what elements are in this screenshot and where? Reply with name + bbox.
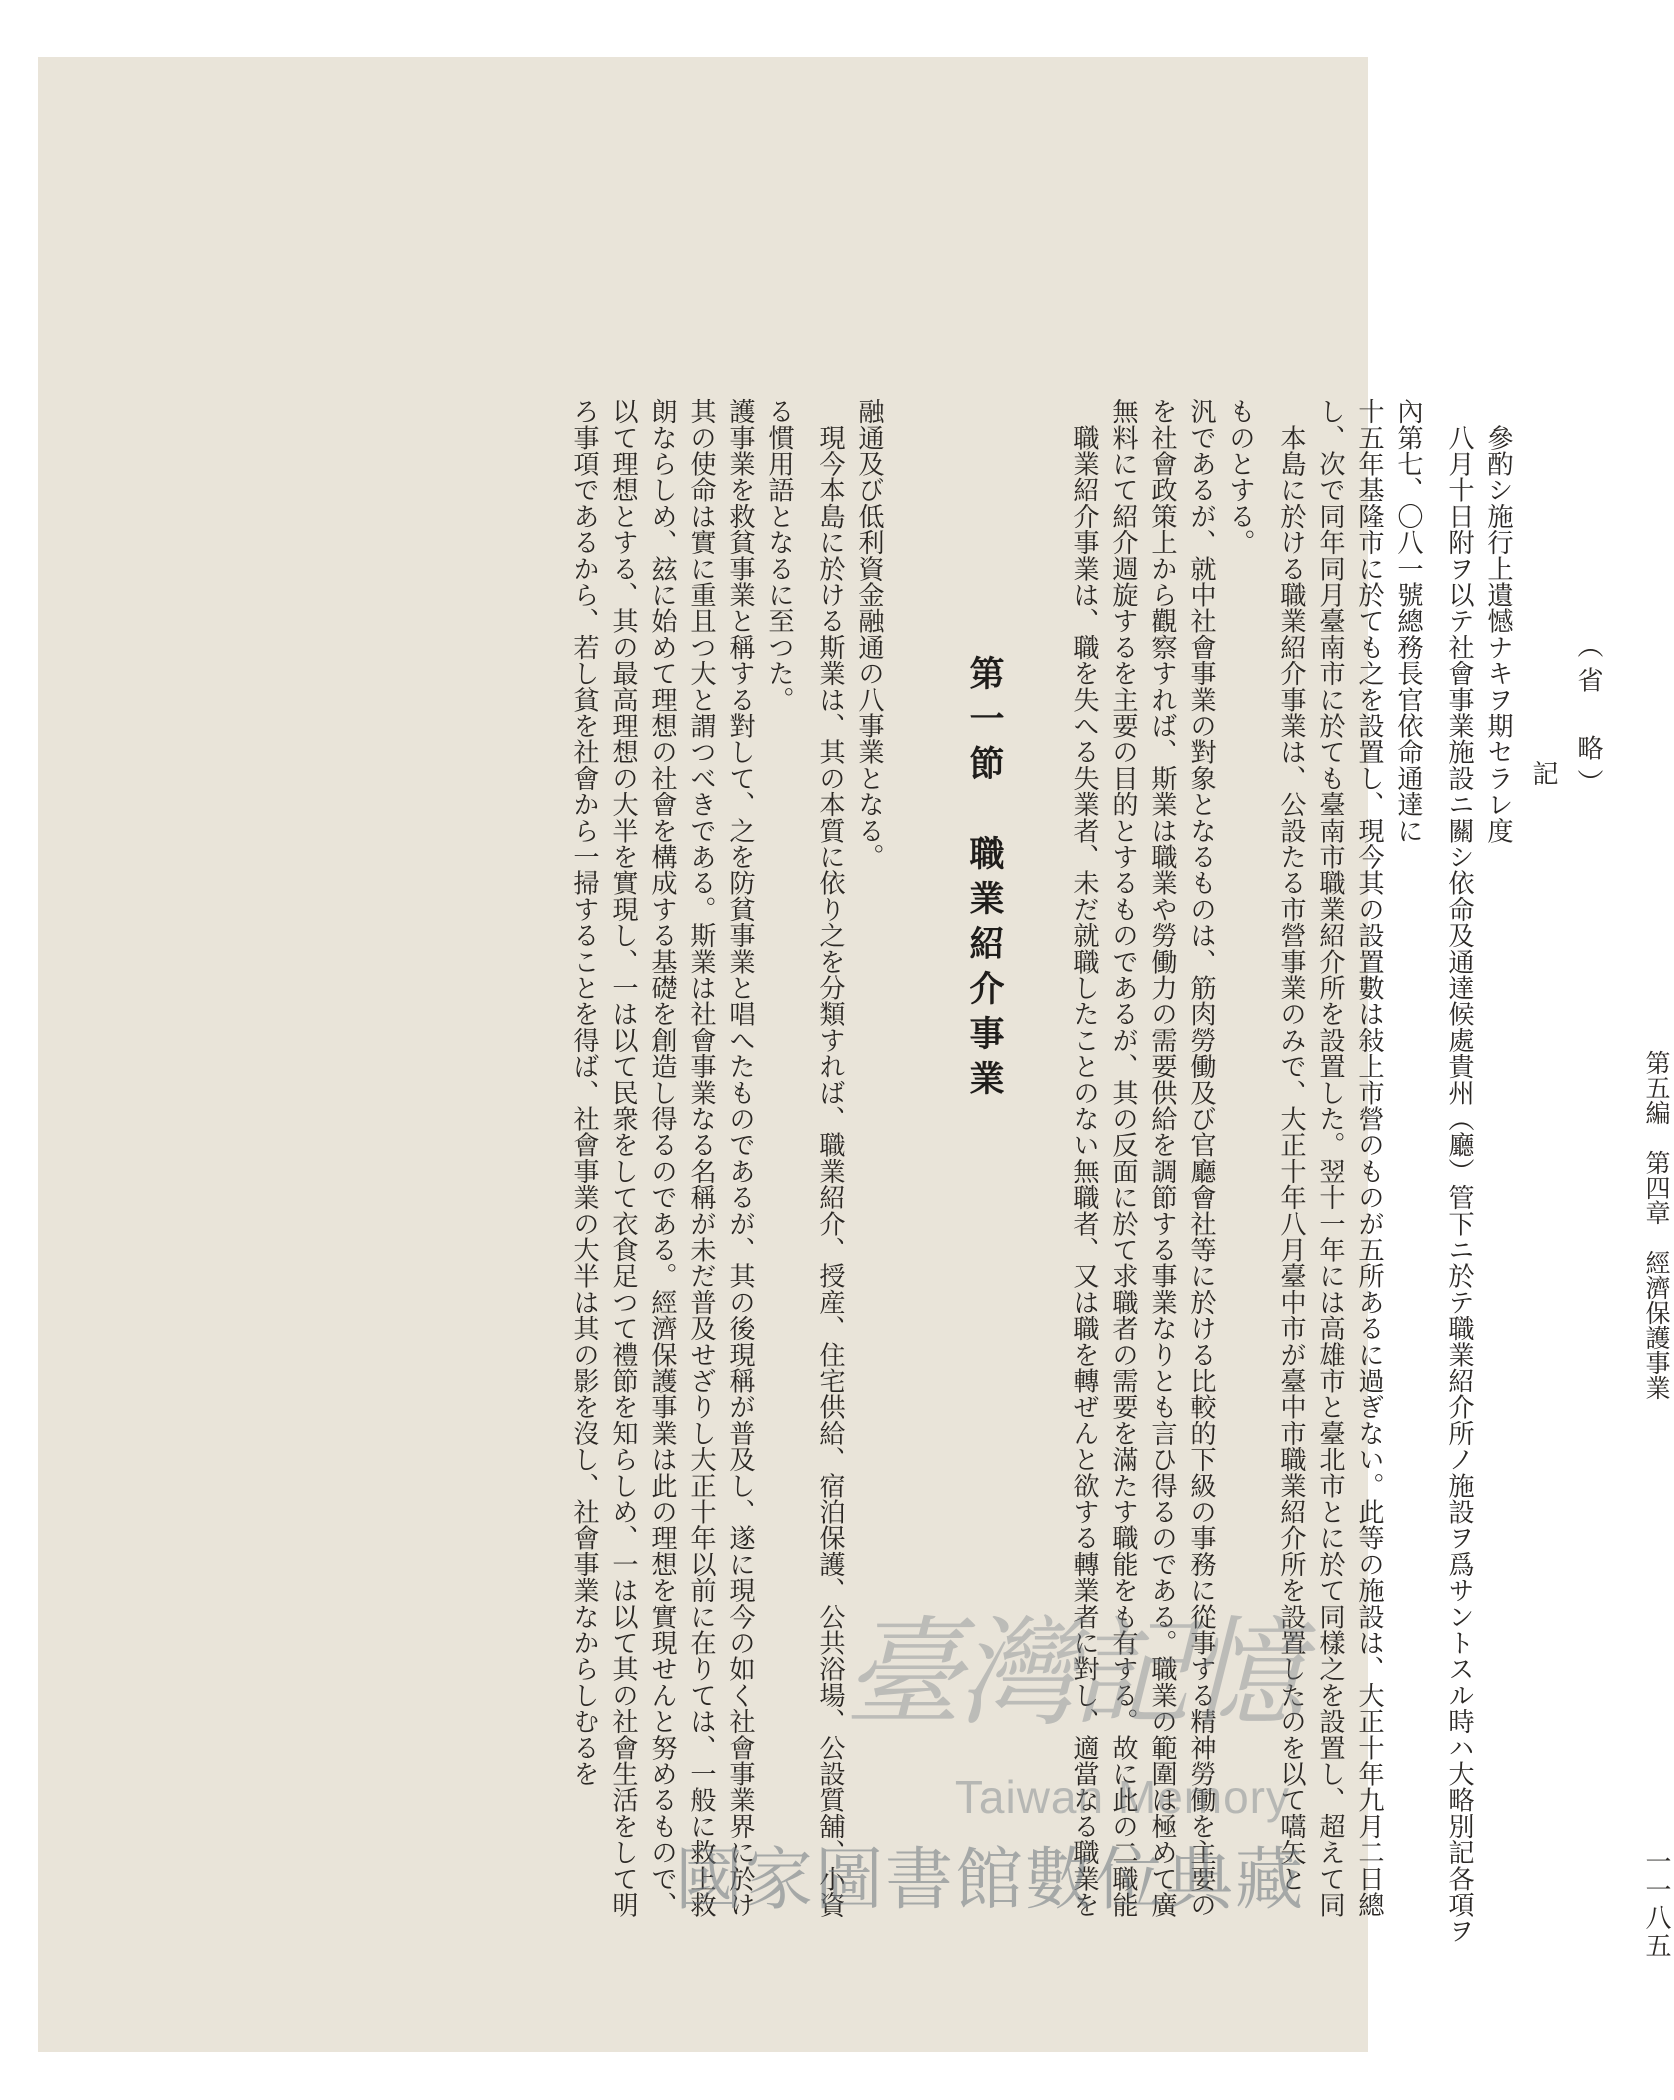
text-column: 護事業を救貧事業と稱する對して、之を防貧事業と唱へたものであるが、其の後現稱が普及し、遂に現今の如く社會事業界に於け [725,398,755,1918]
text-column: し、次で同年同月臺南市に於ても臺南市職業紹介所を設置した。翌十一年には高雄市と臺北市とに於て同樣之を設置し、超えて同 [1315,398,1345,1918]
text-column: る慣用語となるに至つた。 [764,398,794,713]
text-column: 內第七、〇八一號總務長官依命通達に [1393,398,1423,844]
page-number: 一一八五 [1641,1848,1671,1960]
watermark-english: Taiwan Memory [954,1771,1290,1823]
text-column: 無料にて紹介週旋するを主要の目的とするものであるが、其の反面に於て求職者の需要を滿たす職能をも有する。故に此の二職能 [1108,398,1138,1918]
watermark-chinese: 國家圖書館數位典藏 [674,1841,1305,1920]
text-column: ろ事項であるから、若し貧を社會から一掃することを得ば、社會事業の大半は其の影を沒し、社會事業なからしむるを [569,398,599,1787]
text-column: 以て理想とする、其の最高理想の大半を實現し、一は以て民衆をして衣食足つて禮節を知らしめ、一は以て其の社會生活をして明 [608,398,638,1918]
text-column: 朗ならしめ、玆に始めて理想の社會を構成する基礎を創造し得るのである。經濟保護事業は此の理想を實現せんと努めるもので、 [647,398,677,1918]
ki-label: 記 [1528,760,1558,787]
text-column: 其の使命は實に重且つ大と謂つべきである。斯業は社會事業なる名稱が未だ普及せざりし大正十年以前に在りては、一般に救上救 [686,398,716,1918]
omitted-note: （省 略） [1573,632,1603,803]
watermark-calligraphy: 臺灣記憶 [843,1604,1300,1742]
text-column: ものとする。 [1225,398,1255,556]
text-column: 融通及び低利資金融通の八事業となる。 [854,398,884,870]
text-column: 職業紹介事業は、職を失へる失業者、未だ就職したことのない無職者、又は職を轉ぜんと欲する轉業者に對し、適當なる職業を [1069,398,1099,1918]
section-title: 第一節 職業紹介事業 [964,655,1005,1105]
text-column: 十五年基隆市に於ても之を設置し、現今其の設置數は敍上市營のものが五所あるに過ぎない。此等の施設は、大正十年九月二日總 [1354,398,1384,1918]
text-column: 八月十日附ヲ以テ社會事業施設ニ關シ依命及通達候處貴州（廳）管下ニ於テ職業紹介所ノ施設ヲ爲サントスル時ハ大略別記各項ヲ [1444,398,1474,1944]
text-column: 汎であるが、就中社會事業の對象となるものは、筋肉勞働及び官廳會社等に於ける比較的下級の事務に從事する精神勞働を主要の [1186,398,1216,1918]
text-column: を社會政策上から觀察すれば、斯業は職業や勞働力の需要供給を調節する事業なりとも言ひ得るのである。職業の範圍は極めて廣 [1147,398,1177,1918]
text-column: 參酌シ施行上遺憾ナキヲ期セラレ度 [1483,398,1513,844]
text-column: 本島に於ける職業紹介事業は、公設たる市營事業のみで、大正十年八月臺中市が臺中市職業紹介所を設置したのを以て嚆矢と [1276,398,1306,1892]
text-column: 現今本島に於ける斯業は、其の本質に依り之を分類すれば、職業紹介、授産、住宅供給、宿泊保護、公共浴場、公設質舖、小資 [815,398,845,1918]
chapter-footer: 第五編 第四章 經濟保護事業 [1642,1050,1671,1400]
